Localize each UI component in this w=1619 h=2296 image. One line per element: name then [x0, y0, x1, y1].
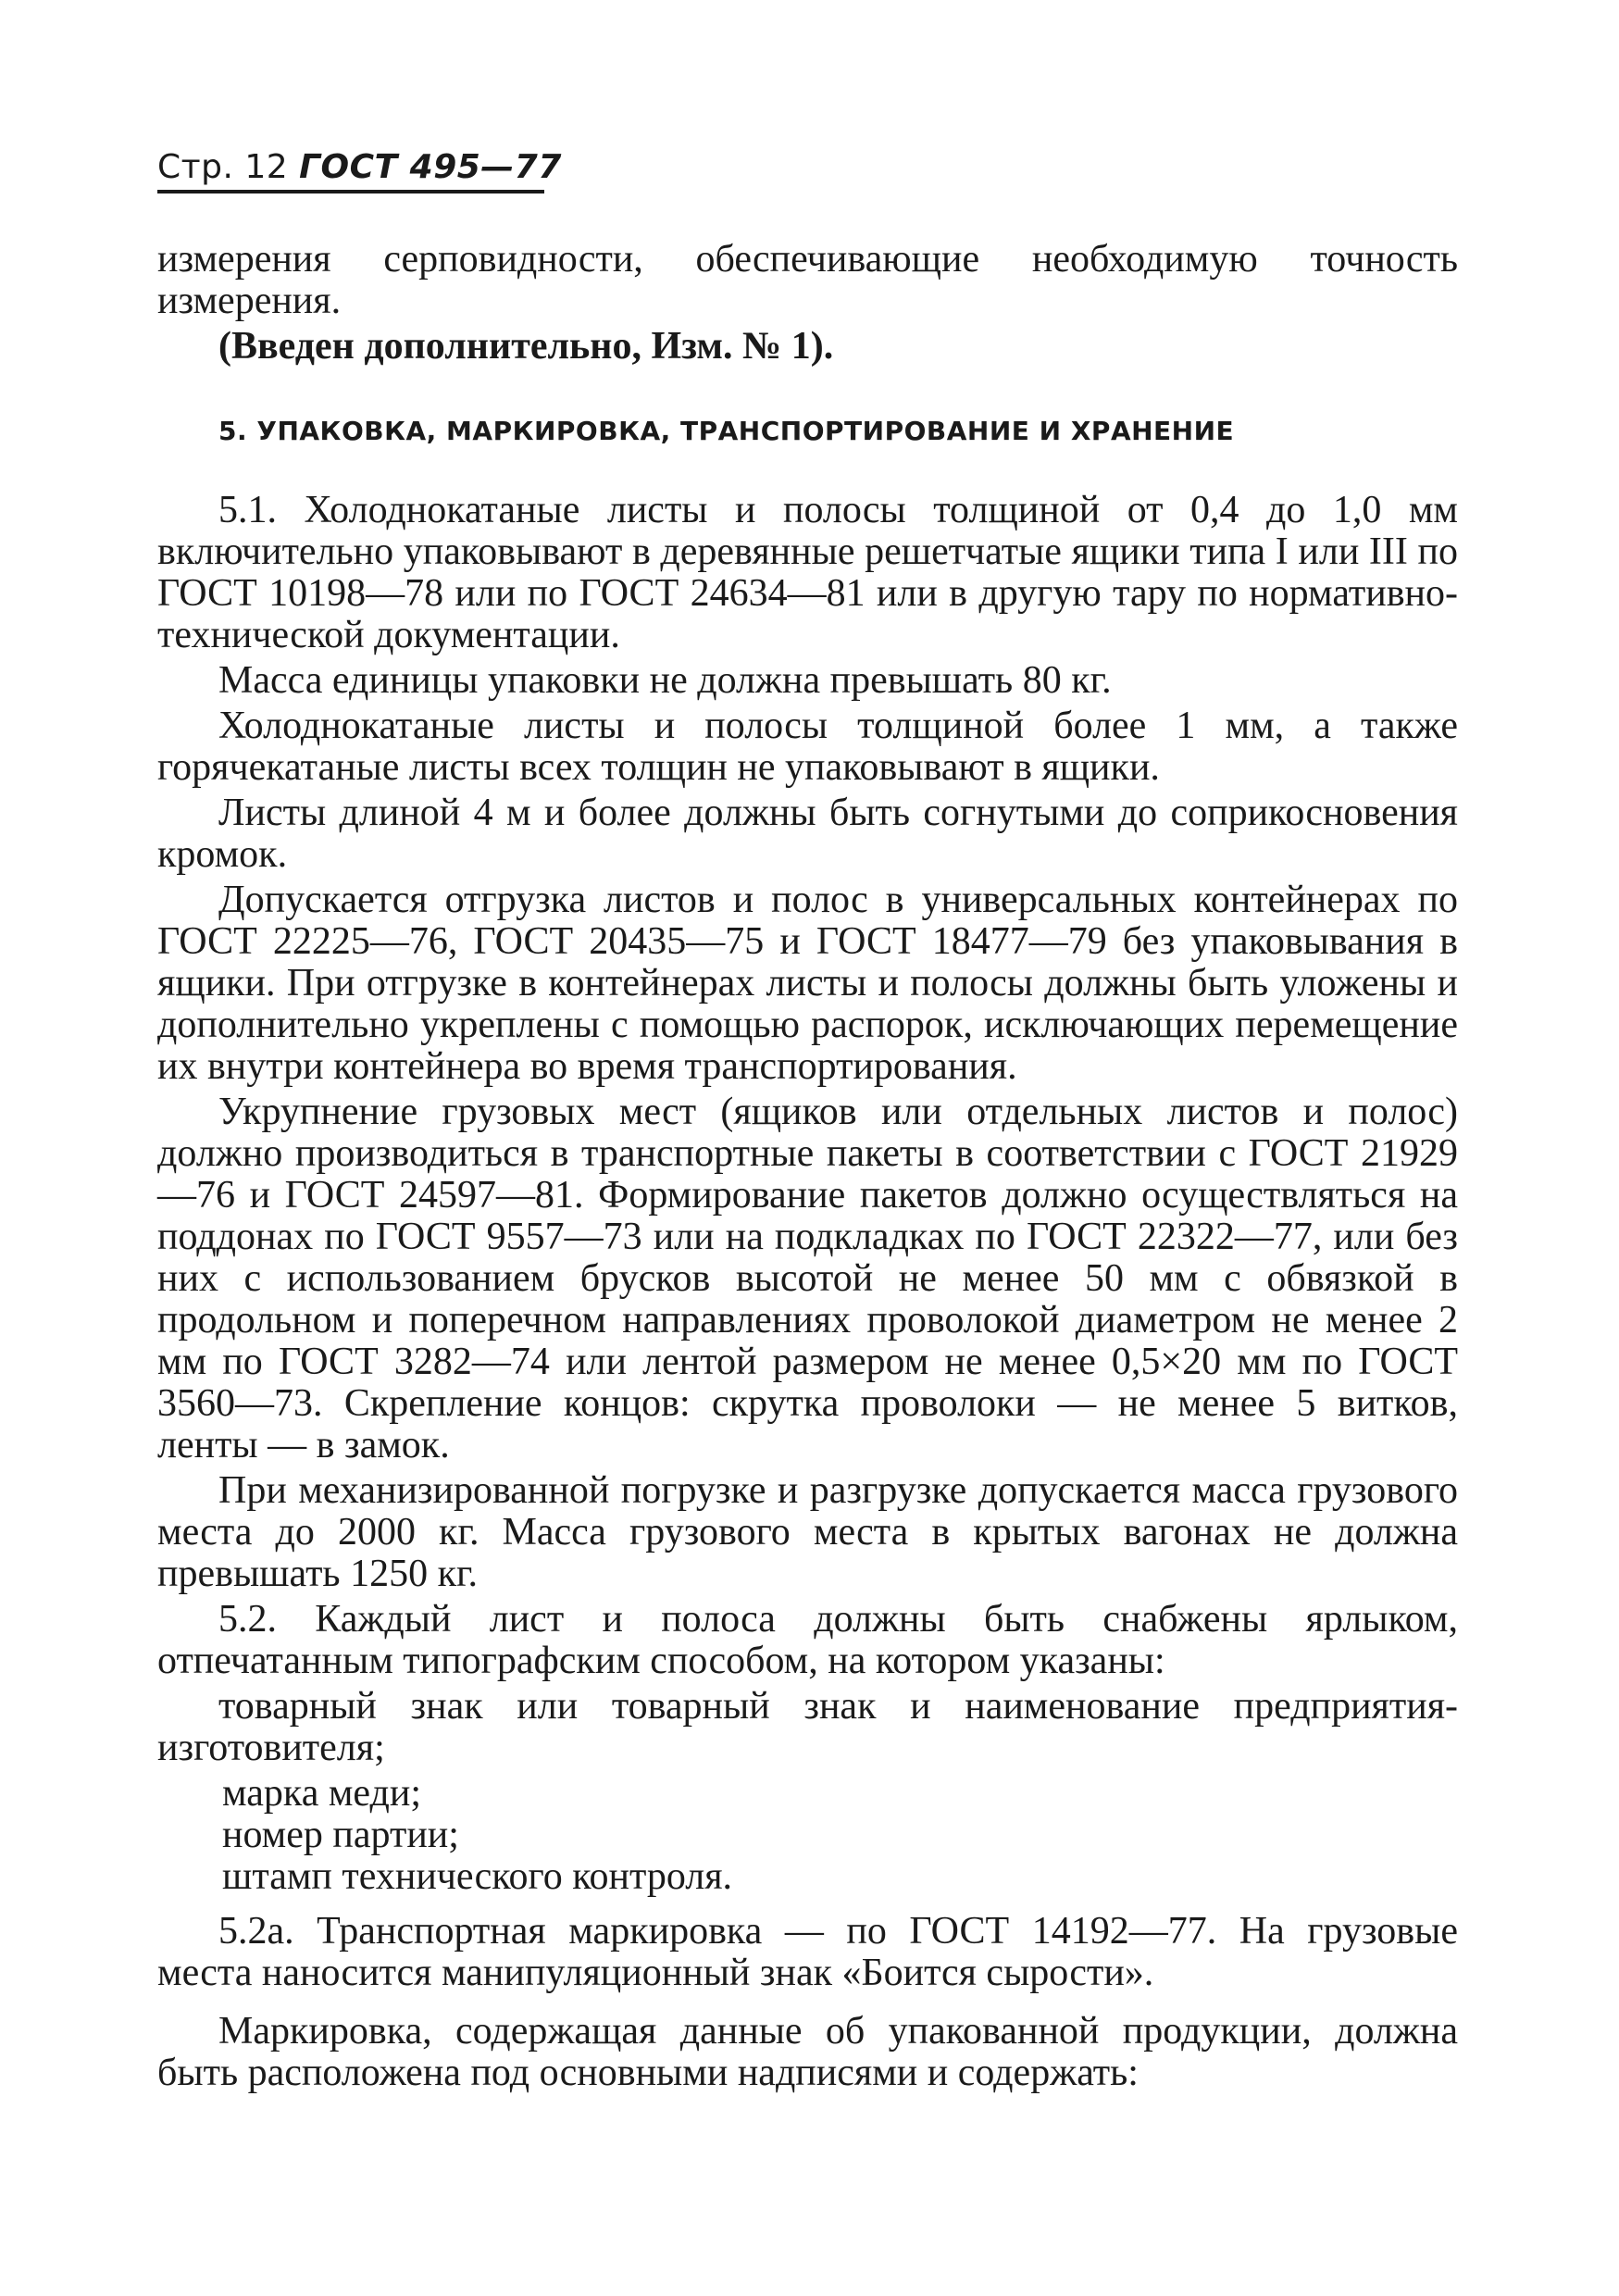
paragraph-5-2: 5.2. Каждый лист и полоса должны быть снабжены ярлыком, отпечатанным типографским способом, на котором указаны: — [157, 1598, 1458, 1682]
page-body — [157, 239, 1458, 2098]
section-title: 5. УПАКОВКА, МАРКИРОВКА, ТРАНСПОРТИРОВАНИЕ И ХРАНЕНИЕ — [218, 416, 1235, 446]
paragraph-packets: Укрупнение грузовых мест (ящиков или отдельных листов и полос) должно производиться в транспортные пакеты в соответствии с ГОСТ 21929—76 и ГОСТ 24597—81. Формирование пакетов должно осуществляться на поддонах по ГОСТ 9557—73 или на подкладках по ГОСТ 22322—77, или без них с использованием брусков высотой не менее 50 мм с обвязкой в продольном и поперечном направлениях проволокой диаметром не менее 2 мм по ГОСТ 3282—74 или лентой размером не менее 0,5×20 мм по ГОСТ 3560—73. Скрепление концов: скрутка проволоки — не менее 5 витков, ленты — в замок. — [157, 1091, 1458, 1466]
list-item-trademark: товарный знак или товарный знак и наименование предприятия-изготовителя; — [157, 1685, 1458, 1769]
paragraph-5-1: 5.1. Холоднокатаные листы и полосы толщиной от 0,4 до 1,0 мм включительно упаковывают в деревянные решетчатые ящики типа I или III по ГОСТ 10198—78 или по ГОСТ 24634—81 или в другую тару по нормативно-технической документации. — [157, 489, 1458, 656]
paragraph-measurement: измерения серповидности, обеспечивающие необходимую точность измерения. — [157, 238, 1458, 322]
amendment-note: (Введен дополнительно, Изм. № 1). — [218, 325, 834, 368]
paragraph-containers: Допускается отгрузка листов и полос в универсальных контейнерах по ГОСТ 22225—76, ГОСТ 20435—75 и ГОСТ 18477—79 без упаковывания в ящики. При отгрузке в контейнерах листы и полосы должны быть уложены и дополнительно укреплены с помощью распорок, исключающих перемещение их внутри контейнера во время транспортирования. — [157, 879, 1458, 1088]
standard-number: ГОСТ 495—77 — [299, 148, 562, 186]
paragraph-5-2a: 5.2а. Транспортная маркировка — по ГОСТ 14192—77. На грузовые места наносится манипуляционный знак «Боится сырости». — [157, 1910, 1458, 1994]
paragraph-marking-content: Маркировка, содержащая данные об упакованной продукции, должна быть расположена под основными надписями и содержать: — [157, 2010, 1458, 2094]
page-number: Стр. 12 — [157, 148, 289, 186]
list-item-copper-grade: марка меди; — [222, 1772, 422, 1815]
paragraph-package-mass: Масса единицы упаковки не должна превышать 80 кг. — [218, 659, 1112, 702]
list-item-qc-stamp: штамп технического контроля. — [222, 1855, 733, 1898]
paragraph-mechanized-loading: При механизированной погрузке и разгрузке допускается масса грузового места до 2000 кг. Масса грузового места в крытых вагонах не должна превышать 1250 кг. — [157, 1469, 1458, 1595]
list-item-batch-number: номер партии; — [222, 1814, 459, 1856]
paragraph-no-boxes: Холоднокатаные листы и полосы толщиной более 1 мм, а также горячекатаные листы всех толщин не упаковывают в ящики. — [157, 705, 1458, 789]
header-rule — [157, 190, 544, 193]
page-header — [157, 148, 562, 186]
paragraph-long-sheets: Листы длиной 4 м и более должны быть согнутыми до соприкосновения кромок. — [157, 792, 1458, 876]
